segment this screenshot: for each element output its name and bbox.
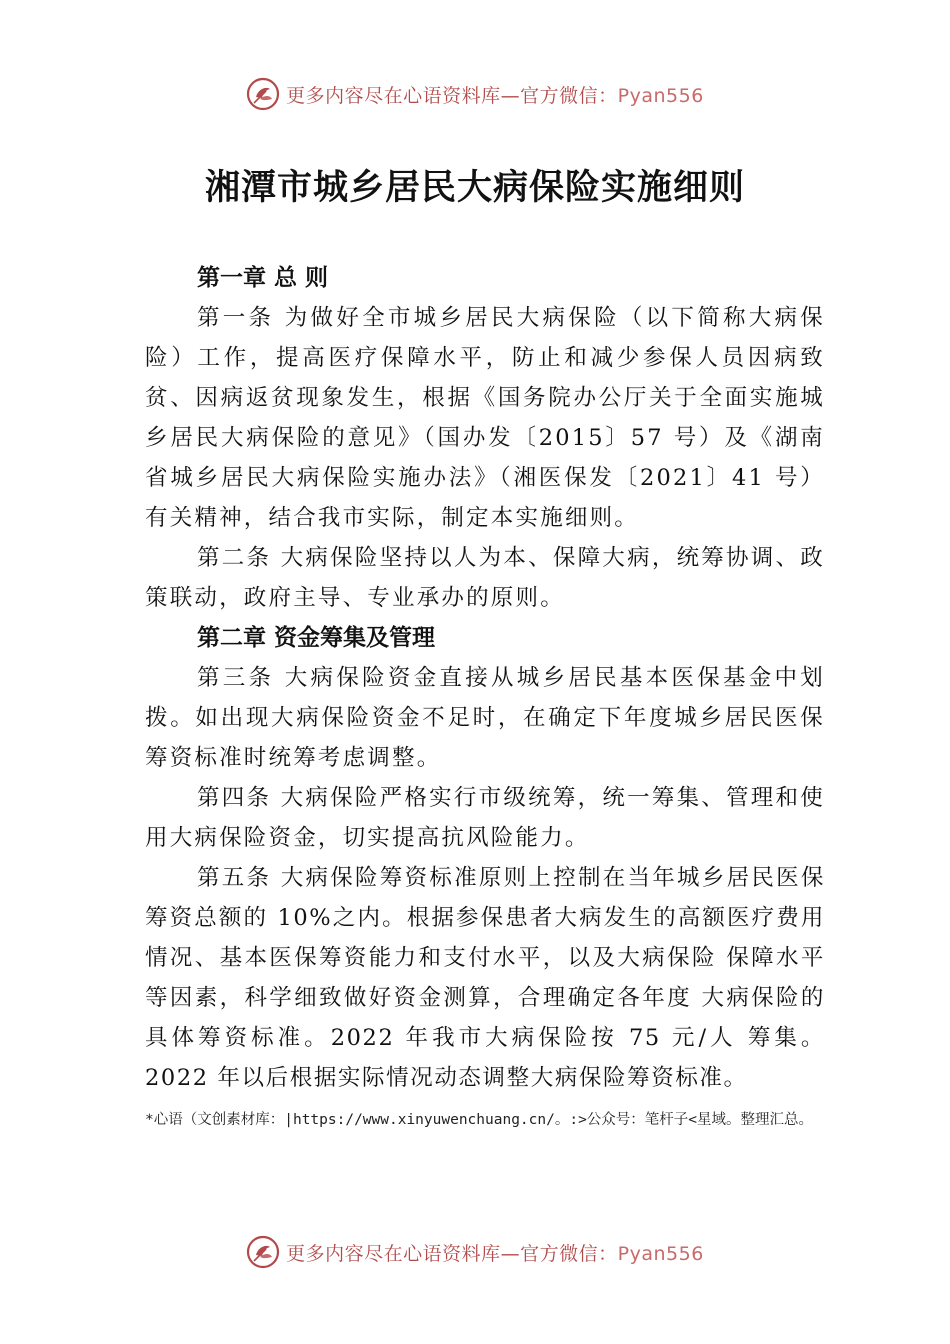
footer-banner (0, 1230, 950, 1274)
chapter-heading: 第一章 总 则 (197, 265, 329, 291)
banner-text: 更多内容尽在心语资料库—官方微信：Pyan556 (286, 1242, 704, 1265)
article-paragraph: 第二条 大病保险坚持以人为本、保障大病，统筹协调、政策联动，政府主导、专业承办的原则。 (145, 545, 825, 611)
source-footnote: *心语（文创素材库：|https://www.xinyuwenchuang.cn/。:>公众号：笔杆子<星域。整理汇总。 (145, 1112, 814, 1128)
banner-text: 更多内容尽在心语资料库—官方微信：Pyan556 (286, 84, 704, 107)
rose-logo-icon (246, 77, 280, 111)
article-paragraph: 第三条 大病保险资金直接从城乡居民基本医保基金中划拨。如出现大病保险资金不足时，在确定下年度城乡居民医保筹资标准时统筹考虑调整。 (145, 665, 825, 771)
header-banner (0, 72, 950, 116)
rose-logo-icon (246, 1235, 280, 1269)
article-paragraph: 第四条 大病保险严格实行市级统筹，统一筹集、管理和使用大病保险资金，切实提高抗风险能力。 (145, 785, 825, 851)
document-title: 湘潭市城乡居民大病保险实施细则 (204, 167, 745, 208)
wechat-id: Pyan556 (617, 84, 704, 107)
wechat-id: Pyan556 (617, 1242, 704, 1265)
chapter-heading: 第二章 资金筹集及管理 (197, 625, 436, 651)
article-paragraph: 第一条 为做好全市城乡居民大病保险（以下简称大病保险）工作，提高医疗保障水平，防止和减少参保人员因病致贫、因病返贫现象发生，根据《国务院办公厅关于全面实施城乡居民大病保险的意见》（国办发〔2015〕57 号）及《湖南省城乡居民大病保险实施办法》（湘医保发〔2021〕41 号） 有关精神，结合我市实际，制定本实施细则。 (145, 305, 825, 531)
article-paragraph: 第五条 大病保险筹资标准原则上控制在当年城乡居民医保筹资总额的 10%之内。根据参保患者大病发生的高额医疗费用情况、基本医保筹资能力和支付水平，以及大病保险 保障水平等因素，科学细致做好资金测算，合理确定各年度 大病保险的具体筹资标准。2022 年我市大病保险按 75 元/人 筹集。2022 年以后根据实际情况动态调整大病保险筹资标准。 (145, 865, 825, 1091)
document-body (145, 258, 825, 1098)
